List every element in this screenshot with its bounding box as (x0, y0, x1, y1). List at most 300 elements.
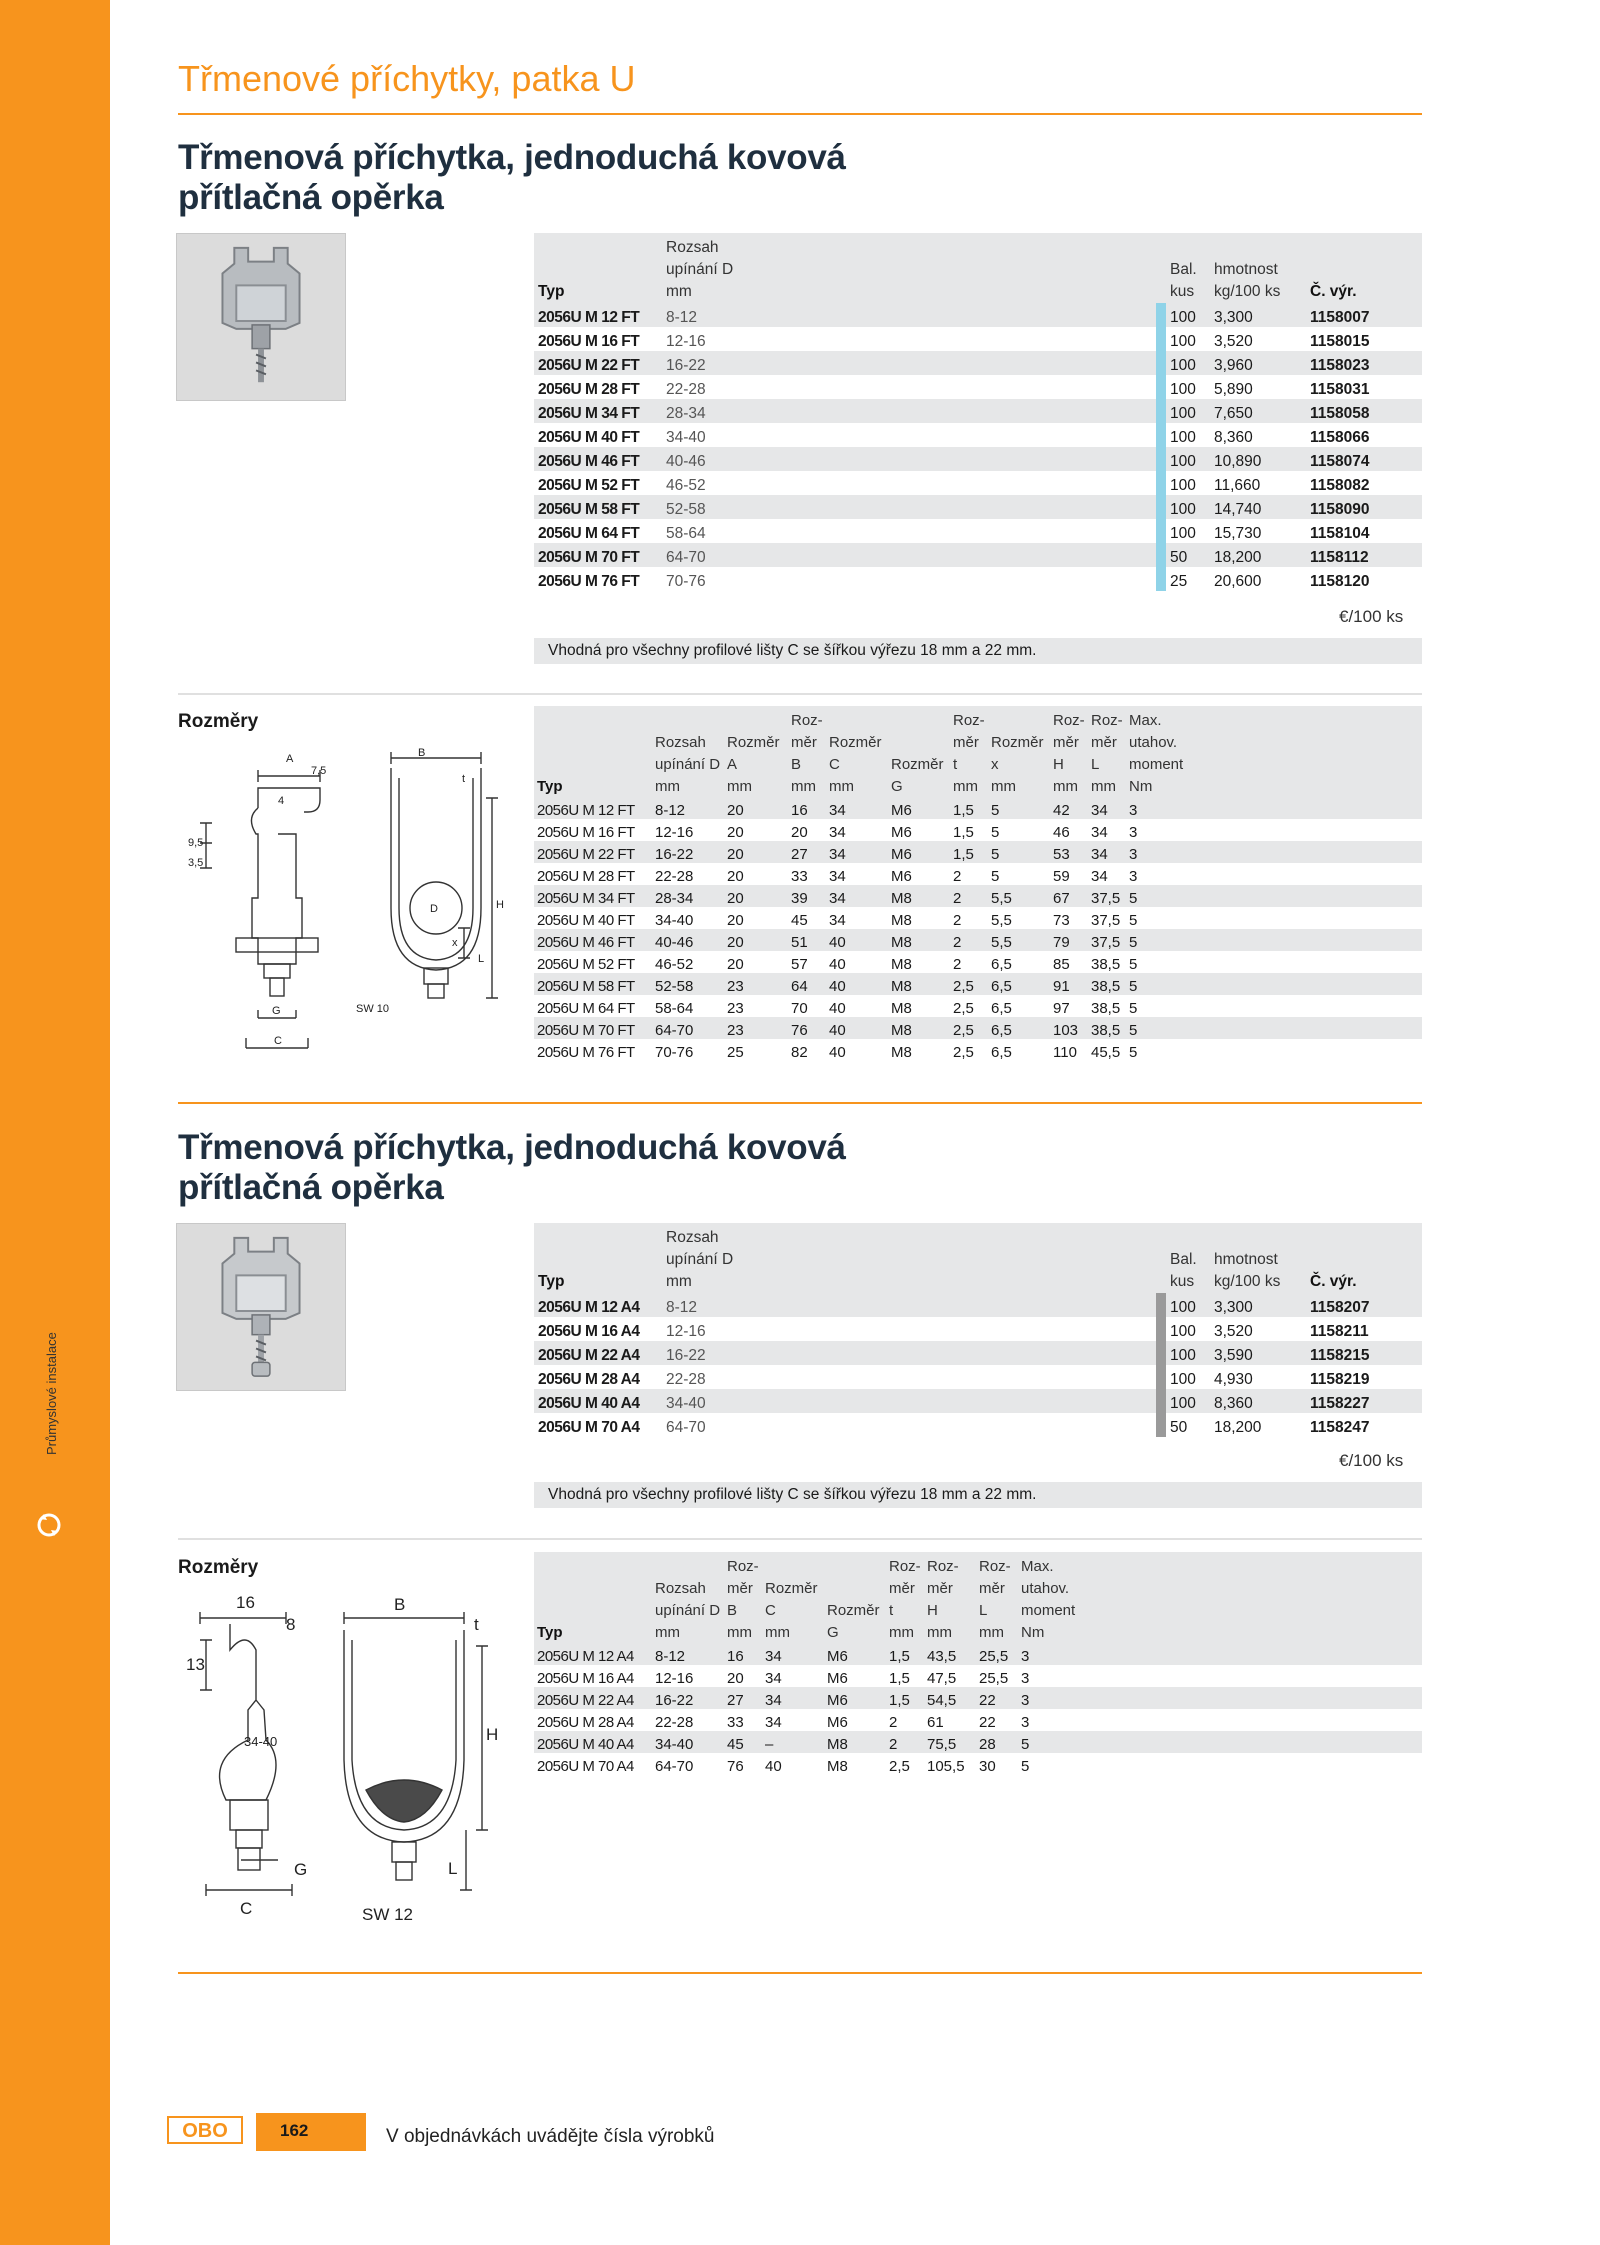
cell-value: 76 (724, 1753, 762, 1775)
cell-color-bar (1156, 471, 1166, 495)
cell-pad (1188, 863, 1422, 885)
cell-value: 34 (762, 1643, 824, 1665)
cell-color-bar (1156, 447, 1166, 471)
dim-label-l: L (478, 953, 485, 965)
cell-typ: 2056U M 28 FT (534, 863, 652, 885)
cell-color-bar (1156, 1413, 1166, 1437)
cell-typ: 2056U M 58 FT (534, 495, 662, 519)
cell-value: 5,5 (988, 907, 1050, 929)
cell-value: 12-16 (652, 1665, 724, 1687)
table-row (534, 423, 1422, 447)
cell-spacer (742, 351, 1156, 375)
dim-label-sw: SW 10 (356, 1003, 390, 1015)
cell-typ: 2056U M 58 FT (534, 973, 652, 995)
cell-value: 28 (976, 1731, 1018, 1753)
table-row (534, 1687, 1422, 1709)
dims-header-cell: Roz- (889, 1558, 921, 1575)
cell-bal: 100 (1166, 375, 1210, 399)
dims1-table (534, 709, 1422, 1061)
cell-value: 20 (724, 907, 788, 929)
cell-typ: 2056U M 40 A4 (534, 1731, 652, 1753)
cell-spacer (742, 327, 1156, 351)
section2-title (178, 1128, 846, 1208)
cell-spacer (742, 1293, 1156, 1317)
cell-value: 1,5 (950, 819, 988, 841)
cell-hmotnost: 7,650 (1210, 399, 1306, 423)
cell-value: 33 (788, 863, 826, 885)
dims-header-cell: měr (889, 1580, 915, 1597)
table-row (534, 375, 1422, 399)
dims-header-cell (534, 1555, 652, 1577)
dims-header-cell: mm (765, 1624, 790, 1641)
cell-value: 16-22 (652, 1687, 724, 1709)
cell-pad (1188, 885, 1422, 907)
cell-typ: 2056U M 28 FT (534, 375, 662, 399)
cell-hmotnost: 5,890 (1210, 375, 1306, 399)
cell-value: 34 (1088, 819, 1126, 841)
cell-typ: 2056U M 16 A4 (534, 1317, 662, 1341)
cell-pad (1080, 1687, 1422, 1709)
cell-value: 5 (1126, 973, 1188, 995)
cell-value: 6,5 (988, 1017, 1050, 1039)
dims-header-cell (824, 1577, 886, 1599)
dims-header-cell: Roz- (791, 712, 823, 729)
cell-value: 2,5 (950, 1039, 988, 1061)
cell-rozsah: 34-40 (662, 1389, 742, 1413)
cell-value: M8 (888, 973, 950, 995)
section1-title-line1: Třmenová příchytka, jednoduchá kovová (178, 138, 846, 177)
cell-bal: 50 (1166, 543, 1210, 567)
dim-label-95: 9,5 (188, 837, 204, 849)
cell-value: 2 (886, 1709, 924, 1731)
cell-value: 37,5 (1088, 907, 1126, 929)
cell-typ: 2056U M 12 FT (534, 797, 652, 819)
cell-color-bar (1156, 519, 1166, 543)
cell-value: 25,5 (976, 1665, 1018, 1687)
cell-value: 70-76 (652, 1039, 724, 1061)
cell-value: 34 (1088, 797, 1126, 819)
cell-value: 103 (1050, 1017, 1088, 1039)
col-rozsah-l2: upínání D (666, 1251, 734, 1268)
col-hmotnost (1210, 1223, 1306, 1293)
dims-header-pad (1080, 1555, 1422, 1577)
cell-cislo-vyrobku: 1158215 (1306, 1341, 1422, 1365)
dims-header-cell: A (727, 756, 738, 773)
cell-value: 53 (1050, 841, 1088, 863)
dims-header-cell: Max. (1129, 712, 1162, 729)
cell-cislo-vyrobku: 1158090 (1306, 495, 1422, 519)
table-row (534, 1389, 1422, 1413)
col-bal-l2: kus (1170, 1273, 1195, 1290)
dim2-label-sw: SW 12 (362, 1905, 414, 1924)
dims-header-row (534, 775, 1422, 797)
dims-header-cell: mm (889, 1624, 914, 1641)
dims1-label: Rozměry (178, 711, 259, 732)
cell-value: 12-16 (652, 819, 724, 841)
cell-value: 2 (950, 951, 988, 973)
dim2-label-16: 16 (236, 1593, 255, 1612)
cell-value: 2 (886, 1731, 924, 1753)
cell-value: 16-22 (652, 841, 724, 863)
cell-rozsah: 52-58 (662, 495, 742, 519)
dims-header-cell: t (953, 756, 958, 773)
cell-cislo-vyrobku: 1158112 (1306, 543, 1422, 567)
cell-cislo-vyrobku: 1158074 (1306, 447, 1422, 471)
dims-header-cell (652, 709, 724, 731)
dims-header-cell (534, 709, 652, 731)
dims-header-cell: měr (727, 1580, 753, 1597)
cell-value: 45 (788, 907, 826, 929)
table-row (534, 1413, 1422, 1437)
cell-spacer (742, 1389, 1156, 1413)
obo-logo (167, 2116, 243, 2144)
cell-value: 59 (1050, 863, 1088, 885)
cell-color-bar (1156, 375, 1166, 399)
cell-pad (1188, 841, 1422, 863)
table-row (534, 1709, 1422, 1731)
cell-typ: 2056U M 34 FT (534, 885, 652, 907)
cell-value: 20 (724, 951, 788, 973)
dims-header-cell: L (979, 1602, 988, 1619)
cell-value: 2,5 (950, 1017, 988, 1039)
table-row (534, 841, 1422, 863)
cell-value: 52-58 (652, 973, 724, 995)
cell-cislo-vyrobku: 1158247 (1306, 1413, 1422, 1437)
cell-value: 73 (1050, 907, 1088, 929)
dims-header-cell: G (827, 1624, 839, 1641)
cell-value: 45,5 (1088, 1039, 1126, 1061)
cell-value: M6 (824, 1687, 886, 1709)
table-row (534, 907, 1422, 929)
cell-pad (1080, 1709, 1422, 1731)
table-row (534, 995, 1422, 1017)
dim-label-4: 4 (278, 795, 285, 807)
clip-ft-photo-icon (177, 234, 345, 400)
cell-value: 1,5 (886, 1665, 924, 1687)
dims-header-cell: H (927, 1602, 938, 1619)
cell-value: 40 (826, 995, 888, 1017)
col-spacer (742, 1223, 1156, 1293)
dims-header-cell: Rozměr (727, 734, 780, 751)
table-row (534, 1731, 1422, 1753)
cell-value: 40 (826, 973, 888, 995)
col-bal-l1: Bal. (1170, 1251, 1197, 1268)
cell-value: 20 (724, 841, 788, 863)
cell-value: 67 (1050, 885, 1088, 907)
dims-header-cell: měr (953, 734, 979, 751)
table-row (534, 797, 1422, 819)
dim-label-75: 7,5 (311, 765, 327, 777)
dims-header-cell: upínání D (655, 1602, 721, 1619)
cell-value: 45 (724, 1731, 762, 1753)
cell-value: M8 (888, 885, 950, 907)
cell-value: 5 (988, 863, 1050, 885)
dim-label-g: G (272, 1005, 281, 1017)
dims-header-pad (1188, 709, 1422, 731)
cell-value: M8 (888, 907, 950, 929)
dims-header-cell: Roz- (727, 1558, 759, 1575)
cell-value: 38,5 (1088, 995, 1126, 1017)
cell-hmotnost: 3,960 (1210, 351, 1306, 375)
dim2-label-13: 13 (186, 1655, 205, 1674)
table-row (534, 447, 1422, 471)
cell-value: 40-46 (652, 929, 724, 951)
cell-value: 34 (826, 863, 888, 885)
cell-spacer (742, 399, 1156, 423)
cell-spacer (742, 543, 1156, 567)
cell-value: 3 (1018, 1687, 1080, 1709)
cell-value: 34 (826, 885, 888, 907)
cell-value: 64-70 (652, 1753, 724, 1775)
table-row (534, 519, 1422, 543)
cell-color-bar (1156, 495, 1166, 519)
dims2-table (534, 1555, 1422, 1775)
dim-label-t: t (462, 773, 466, 785)
cell-value: M6 (888, 863, 950, 885)
dims-header-cell: Rozměr (829, 734, 882, 751)
clip-a4-photo-icon (177, 1224, 345, 1390)
cell-typ: 2056U M 12 FT (534, 303, 662, 327)
dim-label-d: D (430, 903, 438, 915)
cell-color-bar (1156, 543, 1166, 567)
cell-spacer (742, 375, 1156, 399)
cell-value: 27 (724, 1687, 762, 1709)
cell-value: 34 (826, 797, 888, 819)
dim2-label-c: C (240, 1899, 253, 1918)
cell-value: 30 (976, 1753, 1018, 1775)
cell-value: M8 (888, 1039, 950, 1061)
cell-typ: 2056U M 40 FT (534, 423, 662, 447)
dim2-stamp: 34-40 (244, 1734, 278, 1749)
cell-color-bar (1156, 303, 1166, 327)
dims-header-cell (534, 753, 652, 775)
col-typ: Typ (538, 1273, 565, 1290)
cell-value: 2 (950, 929, 988, 951)
cell-typ: 2056U M 40 FT (534, 907, 652, 929)
dims-header-cell: mm (991, 778, 1016, 795)
dims2-label: Rozměry (178, 1557, 259, 1578)
dims-header-cell: Roz- (979, 1558, 1011, 1575)
cell-value: 61 (924, 1709, 976, 1731)
cell-pad (1080, 1753, 1422, 1775)
cell-bal: 100 (1166, 327, 1210, 351)
cell-value: 40 (826, 951, 888, 973)
cell-typ: 2056U M 16 FT (534, 819, 652, 841)
cell-cislo-vyrobku: 1158207 (1306, 1293, 1422, 1317)
cell-value: 20 (724, 863, 788, 885)
col-bal (1166, 233, 1210, 303)
cell-value: 5,5 (988, 885, 1050, 907)
dims-header-cell (824, 1555, 886, 1577)
dims-header-cell (988, 709, 1050, 731)
cell-color-bar (1156, 423, 1166, 447)
page-number: 162 (280, 2121, 309, 2140)
cell-value: 2,5 (950, 995, 988, 1017)
cell-value: 82 (788, 1039, 826, 1061)
cell-value: 20 (724, 929, 788, 951)
cell-typ: 2056U M 12 A4 (534, 1293, 662, 1317)
cell-cislo-vyrobku: 1158023 (1306, 351, 1422, 375)
cell-pad (1188, 1017, 1422, 1039)
cell-typ: 2056U M 28 A4 (534, 1365, 662, 1389)
dims-header-pad (1188, 753, 1422, 775)
cell-value: 37,5 (1088, 929, 1126, 951)
section-divider (178, 1102, 1422, 1104)
dims-header-cell: moment (1129, 756, 1184, 773)
cell-hmotnost: 15,730 (1210, 519, 1306, 543)
cell-bal: 100 (1166, 1389, 1210, 1413)
cell-value: 5 (988, 797, 1050, 819)
cell-bal: 100 (1166, 1341, 1210, 1365)
cell-value: 51 (788, 929, 826, 951)
table-row (534, 1039, 1422, 1061)
cell-value: 5 (1126, 1039, 1188, 1061)
col-hm-l2: kg/100 ks (1214, 283, 1281, 300)
cell-value: 6,5 (988, 973, 1050, 995)
table-row (534, 495, 1422, 519)
section2-product-photo (176, 1223, 346, 1391)
cell-bal: 100 (1166, 1317, 1210, 1341)
section1-title (178, 138, 846, 218)
cell-bal: 100 (1166, 519, 1210, 543)
cell-value: M6 (888, 797, 950, 819)
dims-header-pad (1080, 1577, 1422, 1599)
table-row (534, 1017, 1422, 1039)
table-row (534, 1753, 1422, 1775)
dims-header-cell: C (765, 1602, 776, 1619)
dims-header-cell: Rozsah (655, 734, 706, 751)
cell-value: 54,5 (924, 1687, 976, 1709)
cell-value: 34 (1088, 863, 1126, 885)
cell-pad (1188, 973, 1422, 995)
cell-value: 40 (826, 929, 888, 951)
cell-value: 34 (762, 1665, 824, 1687)
dims-header-cell: měr (791, 734, 817, 751)
recycle-icon (34, 1510, 64, 1540)
cell-pad (1188, 797, 1422, 819)
cell-value: 34-40 (652, 907, 724, 929)
cell-hmotnost: 8,360 (1210, 423, 1306, 447)
cell-pad (1188, 819, 1422, 841)
table-row (534, 1317, 1422, 1341)
cell-value: 20 (724, 819, 788, 841)
cell-hmotnost: 10,890 (1210, 447, 1306, 471)
dims-header-cell (534, 731, 652, 753)
table-row (534, 973, 1422, 995)
cell-color-bar (1156, 327, 1166, 351)
cell-pad (1080, 1643, 1422, 1665)
cell-rozsah: 8-12 (662, 303, 742, 327)
cell-bal: 100 (1166, 495, 1210, 519)
cell-rozsah: 46-52 (662, 471, 742, 495)
cell-pad (1188, 951, 1422, 973)
col-rozsah-l3: mm (666, 1273, 692, 1290)
cell-value: 40 (826, 1039, 888, 1061)
dims-header-cell: B (791, 756, 802, 773)
cell-value: 23 (724, 973, 788, 995)
cell-value: 34-40 (652, 1731, 724, 1753)
section1-product-photo (176, 233, 346, 401)
cell-value: 42 (1050, 797, 1088, 819)
cell-value: 2,5 (950, 973, 988, 995)
cell-hmotnost: 3,590 (1210, 1341, 1306, 1365)
cell-color-bar (1156, 1365, 1166, 1389)
cell-value: 3 (1018, 1643, 1080, 1665)
cell-typ: 2056U M 52 FT (534, 471, 662, 495)
cell-bal: 100 (1166, 1365, 1210, 1389)
cell-value: 110 (1050, 1039, 1088, 1061)
cell-value: 5 (1126, 1017, 1188, 1039)
cell-value: M8 (824, 1731, 886, 1753)
dims2-technical-drawing (186, 1590, 526, 1930)
dims-header-row (534, 1577, 1422, 1599)
dim-label-x: x (452, 937, 458, 949)
cell-cislo-vyrobku: 1158104 (1306, 519, 1422, 543)
cell-pad (1188, 1039, 1422, 1061)
cell-bal: 100 (1166, 399, 1210, 423)
section1-title-line2: přítlačná opěrka (178, 178, 444, 217)
cell-value: M8 (824, 1753, 886, 1775)
dims-header-pad (1188, 731, 1422, 753)
cell-value: 5 (1126, 951, 1188, 973)
cell-typ: 2056U M 52 FT (534, 951, 652, 973)
cell-hmotnost: 11,660 (1210, 471, 1306, 495)
page-number-box (256, 2113, 366, 2151)
cell-value: 5 (988, 841, 1050, 863)
col-rozsah-l1: Rozsah (666, 239, 719, 256)
cell-rozsah: 58-64 (662, 519, 742, 543)
cell-value: – (762, 1731, 824, 1753)
footer-note: V objednávkách uvádějte čísla výrobků (386, 2126, 715, 2147)
cell-value: 2 (950, 907, 988, 929)
cell-hmotnost: 18,200 (1210, 543, 1306, 567)
dims1-technical-drawing (186, 748, 526, 1064)
cell-value: 34 (826, 841, 888, 863)
table-row (534, 303, 1422, 327)
col-rozsah-l3: mm (666, 283, 692, 300)
dims-header-cell (762, 1555, 824, 1577)
dims-header-pad (1080, 1599, 1422, 1621)
cell-cislo-vyrobku: 1158227 (1306, 1389, 1422, 1413)
table-row (534, 471, 1422, 495)
cell-value: 25,5 (976, 1643, 1018, 1665)
dims-header-cell: mm (655, 778, 680, 795)
col-rozsah (662, 233, 742, 303)
cell-spacer (742, 495, 1156, 519)
cell-value: M6 (824, 1709, 886, 1731)
cell-value: 33 (724, 1709, 762, 1731)
dims-header-cell: L (1091, 756, 1100, 773)
cell-value: 37,5 (1088, 885, 1126, 907)
cell-typ: 2056U M 40 A4 (534, 1389, 662, 1413)
cell-pad (1080, 1665, 1422, 1687)
cell-value: 3 (1018, 1709, 1080, 1731)
cell-value: 5 (1126, 907, 1188, 929)
cell-value: M6 (824, 1665, 886, 1687)
cell-cislo-vyrobku: 1158219 (1306, 1365, 1422, 1389)
cell-value: 20 (788, 819, 826, 841)
cell-value: 3 (1126, 841, 1188, 863)
cell-value: 3 (1126, 819, 1188, 841)
dims-header-cell (826, 709, 888, 731)
section2-title-line2: přítlačná opěrka (178, 1168, 444, 1207)
cell-spacer (742, 1317, 1156, 1341)
cell-cislo-vyrobku: 1158120 (1306, 567, 1422, 591)
col-cislo-vyrobku: Č. výr. (1310, 283, 1357, 300)
table-row (534, 951, 1422, 973)
table-row (534, 1365, 1422, 1389)
cell-typ: 2056U M 70 FT (534, 543, 662, 567)
